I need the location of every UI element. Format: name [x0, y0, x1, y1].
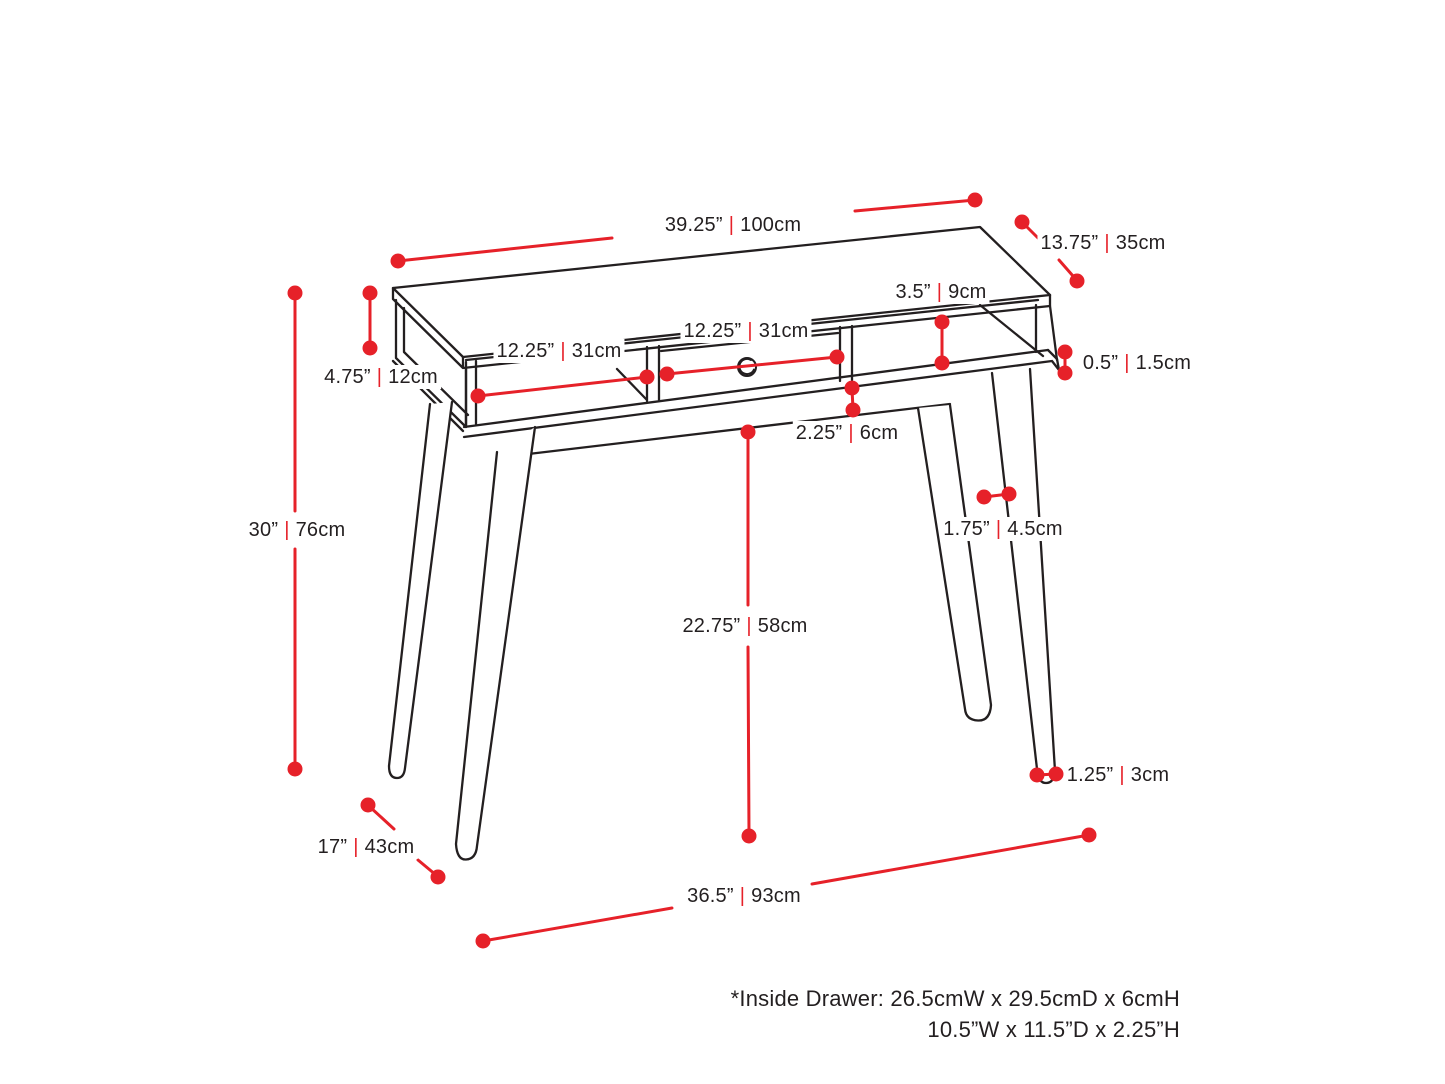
separator-bar: | — [747, 320, 753, 342]
dimension-label-top-depth: 13.75” | 35cm — [1037, 231, 1168, 255]
dim-line-side-panel-height — [363, 286, 378, 356]
separator-bar: | — [376, 366, 383, 388]
dimension-label-leg-tip-width: 1.25” | 3cm — [1064, 763, 1172, 787]
dimension-label-side-panel-height: 4.75” | 12cm — [321, 365, 441, 389]
dim-line-shelf-thickness — [1058, 345, 1073, 381]
separator-bar: | — [284, 519, 290, 541]
footnote-line-1: *Inside Drawer: 26.5cmW x 29.5cmD x 6cmH — [730, 986, 1180, 1011]
dim-line-cubby-height — [935, 315, 950, 371]
leg-back-left — [389, 402, 452, 778]
separator-bar: | — [995, 518, 1002, 540]
dimension-label-drawer-width: 12.25” | 31cm — [680, 319, 811, 343]
dimension-label-top-width: 39.25” | 100cm — [662, 213, 804, 237]
dimension-label-leg-length: 22.75” | 58cm — [679, 614, 810, 638]
separator-bar: | — [739, 885, 746, 907]
dim-line-left-cubby-width — [471, 370, 655, 404]
dimension-label-floor-width: 36.5” | 93cm — [684, 884, 804, 908]
dimension-label-shelf-thickness: 0.5” | 1.5cm — [1080, 351, 1194, 375]
dimension-label-left-cubby-width: 12.25” | 31cm — [493, 339, 624, 363]
leg-back-right — [918, 405, 991, 721]
dimension-label-overall-height: 30” | 76cm — [246, 518, 349, 542]
leg-front-right — [992, 369, 1055, 783]
separator-bar: | — [746, 615, 752, 637]
dim-line-drawer-width — [660, 350, 845, 382]
separator-bar: | — [353, 836, 359, 858]
cubby-diagonal-right-icon — [980, 305, 1043, 356]
separator-bar: | — [728, 214, 735, 236]
separator-bar: | — [936, 281, 943, 303]
dimension-label-apron-height: 2.25” | 6cm — [793, 421, 901, 445]
dimension-label-floor-depth: 17” | 43cm — [315, 835, 418, 859]
separator-bar: | — [848, 422, 854, 444]
inside-drawer-footnote — [731, 983, 1180, 1045]
leg-front-left — [456, 427, 535, 860]
separator-bar: | — [1124, 352, 1130, 374]
dim-line-apron-height — [845, 381, 861, 418]
separator-bar: | — [560, 340, 566, 362]
separator-bar: | — [1119, 764, 1125, 786]
dimension-label-cubby-height: 3.5” | 9cm — [892, 280, 989, 304]
footnote-line-2: 10.5”W x 11.5”D x 2.25”H — [927, 1017, 1180, 1042]
dimension-label-leg-thickness: 1.75” | 4.5cm — [940, 517, 1065, 541]
separator-bar: | — [1104, 232, 1110, 254]
